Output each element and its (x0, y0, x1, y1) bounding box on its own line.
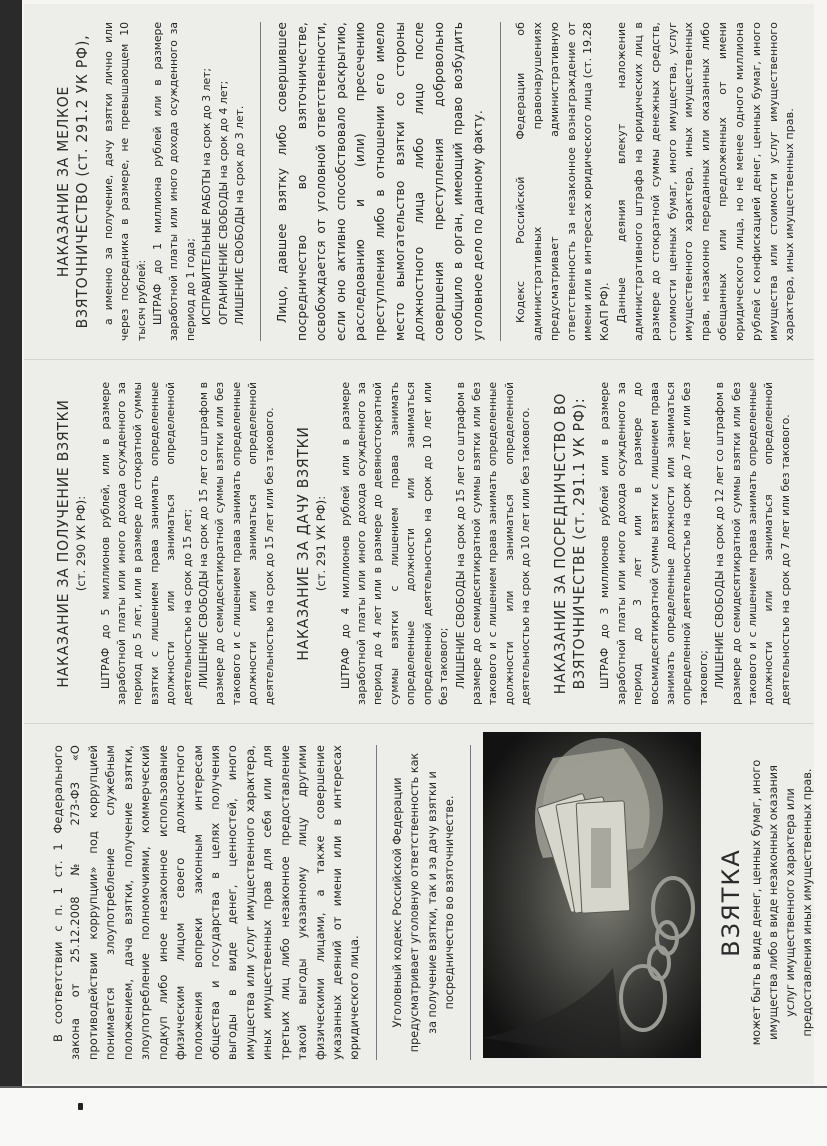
photo-illustration (483, 732, 701, 1058)
scan-bottom-margin (0, 1088, 827, 1146)
penalty-item: ШТРАФ до 1 миллиона рублей или в размере заработной платы или иного дохода осужденного за период до 1 года; (150, 22, 197, 341)
bribe-photo (483, 732, 701, 1058)
divider (260, 22, 261, 341)
divider (376, 745, 377, 1060)
penalty-item: ЛИШЕНИЕ СВОБОДЫ на срок до 15 лет со штрафом в размере до семидесятикратной суммы взятки или без такового и с лишением права занимать определенные должности или заниматься определенной деятельностью на срок до 15 лет или без такового. (197, 382, 276, 705)
margin-mark (78, 1103, 83, 1110)
panel-intro (24, 729, 814, 1084)
petty-penalties (101, 22, 249, 341)
penalty-item: ЛИШЕНИЕ СВОБОДЫ на срок до 15 лет со штрафом в размере до семидесятикратной суммы взятки или без такового и с лишением права занимать определенные должности или заниматься определенной деятельностью на срок до 10 лет или без такового. (453, 382, 533, 705)
mediation-penalties (597, 382, 794, 705)
koap-body-paragraph: Данные деяния влекут наложение административного штрафа на юридических лиц в размере до стократной суммы денежных средств, стоимости ценных бумаг, иного имущества, услуг имущественного характера, иных имущественных прав, незаконно переданных или оказанных либо обещанных или предложенных от имени юридического лица, но не менее одного миллиона рублей с конфискацией денег, ценных бумаг, иного имущества или стоимости услуг имущественного характера, иных имущественных прав. (615, 22, 797, 341)
penalty-item: ЛИШЕНИЕ СВОБОДЫ на срок до 12 лет со штрафом в размере до семидесятикратной суммы взятки или без такового и с лишением права занимать определенные должности или заниматься определенной деятельностью на срок до 7 лет или без такового. (713, 382, 792, 705)
bribe-title: ВЗЯТКА (717, 848, 746, 957)
section-article-giving: (ст. 291 УК РФ): (314, 495, 329, 592)
penalty-item: ШТРАФ до 5 миллионов рублей, или в размере заработной платы или иного дохода осужденного за период до 5 лет, или в размере до стократной суммы взятки с лишением права занимать определенные должности или заниматься определенной деятельностью на срок до 15 лет; (98, 382, 194, 705)
penalty-item: а именно за получение, дачу взятки лично или через посредника в размере, не превышающем 10 тысяч рублей: (101, 22, 148, 341)
section-title-mediation: НАКАЗАНИЕ ЗА ПОСРЕДНИЧЕСТВО ВО ВЗЯТОЧНИЧЕСТВЕ (ст. 291.1 УК РФ): (550, 392, 588, 695)
section-title-petty: НАКАЗАНИЕ ЗА МЕЛКОЕ ВЗЯТОЧНИЧЕСТВО (ст. 291.2 УК РФ), (54, 34, 92, 329)
penalty-item: ШТРАФ до 4 миллионов рублей или в размере заработной платы или иного дохода осужденного за период до 4 лет или в размере до девяностократной суммы взятки с лишением права занимать определенные должности или заниматься определенной деятельностью на срок до 10 лет или без такового; (338, 382, 451, 705)
leaflet-sheet (24, 4, 814, 1084)
panel-penalties (24, 364, 814, 724)
divider (470, 745, 471, 1060)
penalty-item: ЛИШЕНИЕ СВОБОДЫ на срок до 3 лет. (233, 105, 246, 325)
bribe-definition: может быть в виде денег, ценных бумаг, иного имущества либо в виде незаконных оказания услуг имущественного характера или предоставления иных имущественных прав. (750, 759, 815, 1046)
section-title-giving: НАКАЗАНИЕ ЗА ДАЧУ ВЗЯТКИ (294, 426, 313, 661)
exemption-paragraph: Лицо, давшее взятку либо совершившее посредничество во взяточничестве, освобождается от уголовной ответственности, если оно активно способствовало раскрытию, расследованию и (или) пресечению преступления либо в отношении его имело место вымогательство взятки со стороны должностного лица либо лицо после совершения преступления добровольно сообщило в орган, имеющий право возбудить уголовное дело по данному факту. (275, 22, 485, 341)
panel-petty-bribery (24, 4, 814, 360)
scan-left-edge (0, 0, 22, 1088)
divider (500, 22, 501, 341)
penalty-item: ОГРАНИЧЕНИЕ СВОБОДЫ на срок до 4 лет; (216, 80, 230, 325)
penalty-item: ШТРАФ до 3 миллионов рублей или в размере заработной платы или иного дохода осужденного за период до 3 лет или в размере до восьмидесятикратной суммы взятки с лишением права занимать определенные должности или заниматься определенной деятельностью на срок до 7 лет или без такового; (598, 382, 710, 705)
uk-note-paragraph: Уголовный кодекс Российской Федерации предусматривает уголовную ответственность как за получение взятки, так и за дачу взятки и посредничество во взяточничестве. (390, 752, 456, 1053)
section-article-receiving: (ст. 290 УК РФ): (74, 495, 89, 592)
intro-paragraph: В соответствии с п. 1 ст. 1 Федерального закона от 25.12.2008 № 273-ФЗ «О противодействии коррупции» под коррупцией понимается злоупотребление служебным положением, дача взятки, получение взятки, злоупотребление полномочиями, коммерческий подкуп либо иное незаконное использование физическим лицом своего должностного положения вопреки законным интересам общества и государства в целях получения выгоды в виде денег, ценностей, иного имущества или услуг имущественного характера, иных имущественных прав для себя или для третьих лиц либо незаконное предоставление такой выгоды указанному лицу другими физическими лицами, а также совершение указанных деяний от имени или в интересах юридического лица. (51, 745, 362, 1060)
giving-penalties (338, 382, 535, 705)
section-title-receiving: НАКАЗАНИЕ ЗА ПОЛУЧЕНИЕ ВЗЯТКИ (54, 399, 72, 688)
receiving-penalties (98, 382, 278, 705)
koap-intro-paragraph: Кодекс Российской Федерации об административных правонарушениях предусматривает административную ответственность за незаконное вознаграждение от имени или в интересах юридического лица (ст. 19.28 КоАП РФ). (514, 22, 612, 341)
penalty-item: ИСПРАВИТЕЛЬНЫЕ РАБОТЫ на срок до 3 лет; (200, 67, 214, 325)
